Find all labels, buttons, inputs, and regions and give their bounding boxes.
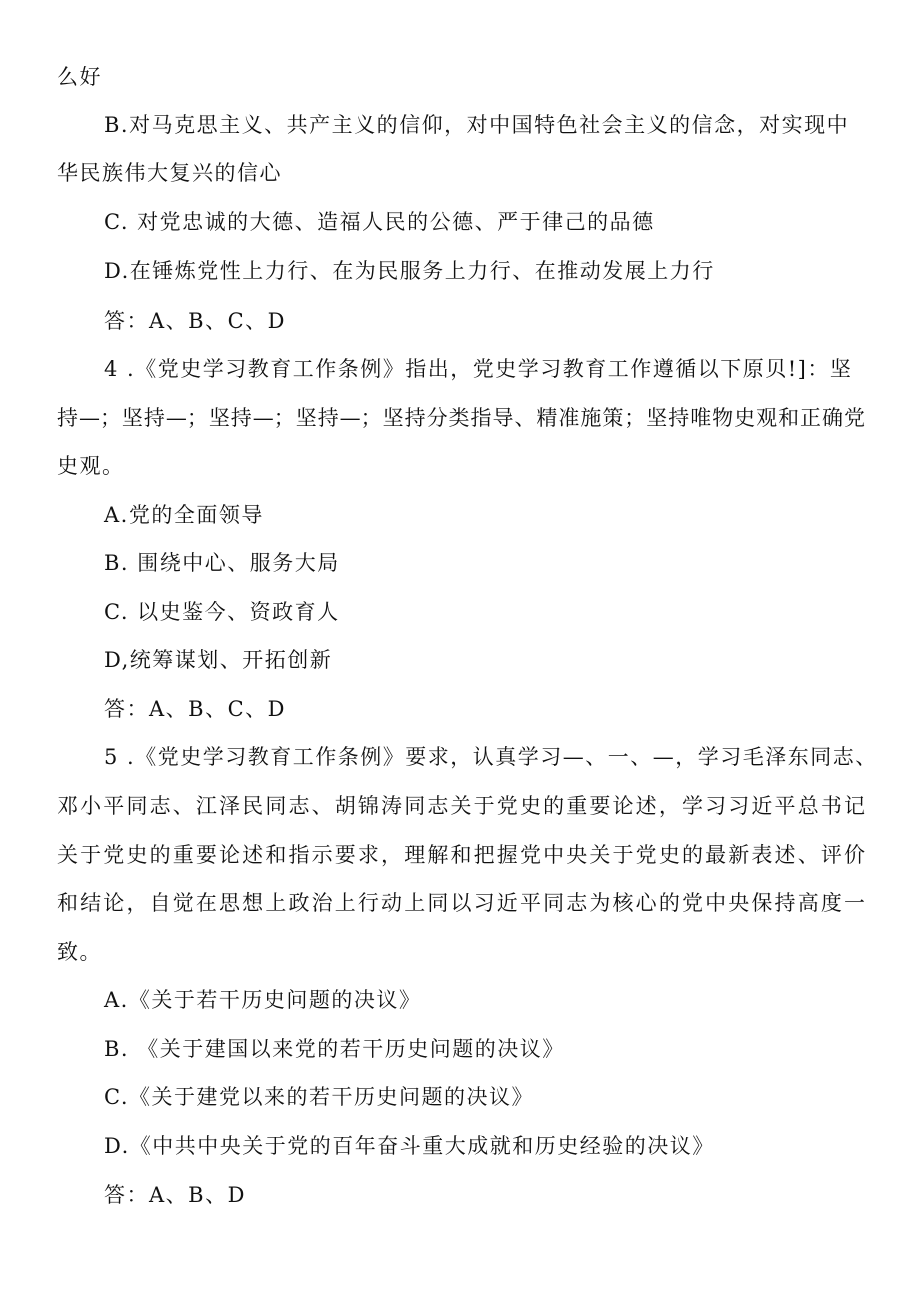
q3-option-b-line2: 华民族伟大复兴的信心 [57,161,282,185]
q5-stem-line2: 邓小平同志、江泽民同志、胡锦涛同志关于党史的重要论述，学习习近平总书记 [57,794,865,818]
q4-answer: 答：A、B、C、D [104,697,287,721]
q5-option-c: C.《关于建党以来的若干历史问题的决议》 [104,1085,534,1109]
q4-option-b: B. 围绕中心、服务大局 [104,551,340,575]
q5-stem-line3: 关于党史的重要论述和指示要求，理解和把握党中央关于党史的最新表述、评价 [57,843,865,867]
q4-option-d: D,统筹谋划、开拓创新 [104,648,333,672]
q4-option-c: C. 以史鉴今、资政育人 [104,600,340,624]
q5-answer: 答：A、B、D [104,1183,246,1207]
q5-option-d: D.《中共中央关于党的百年奋斗重大成就和历史经验的决议》 [104,1134,715,1158]
q5-stem-line4: 和结论，自觉在思想上政治上行动上同以习近平同志为核心的党中央保持高度一 [57,891,865,915]
q4-option-a: A.党的全面领导 [104,503,264,527]
q3-option-c: C. 对党忠诚的大德、造福人民的公德、严于律己的品德 [104,210,655,234]
q5-stem-line5: 致。 [57,940,102,964]
q5-option-a: A.《关于若干历史问题的决议》 [104,988,422,1012]
q4-stem-line1: 4 .《党史学习教育工作条例》指出，党史学习教育工作遵循以下原贝!]：坚 [104,357,853,381]
q4-stem-line3: 史观。 [57,454,125,478]
q4-stem-line2: 持—；坚持—；坚持—；坚持—；坚持分类指导、精准施策；坚持唯物史观和正确党 [57,406,865,430]
q3-answer: 答：A、B、C、D [104,309,287,333]
q5-option-b: B. 《关于建国以来党的若干历史问题的决议》 [104,1037,565,1061]
q5-stem-line1: 5 .《党史学习教育工作条例》要求，认真学习—、一、—，学习毛泽东同志、 [104,745,878,769]
q3-tail: 么好 [57,65,102,89]
q3-option-b-line1: B.对马克思主义、共产主义的信仰，对中国特色社会主义的信念，对实现中 [104,113,850,137]
q3-option-d: D.在锤炼党性上力行、在为民服务上力行、在推动发展上力行 [104,259,715,283]
